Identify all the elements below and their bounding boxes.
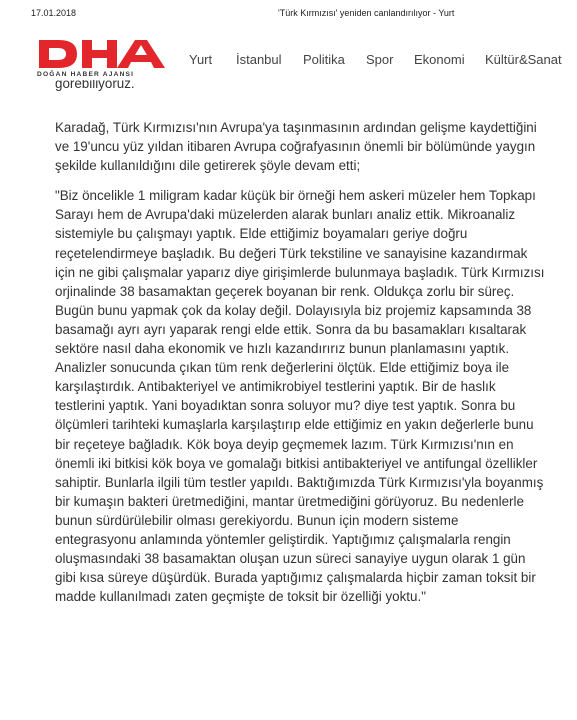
nav-item-ekonomi[interactable]: Ekonomi — [414, 52, 465, 67]
print-page-title: 'Türk Kırmızısı' yeniden canlandırılıyor - Yurt — [278, 8, 455, 18]
article-body — [55, 118, 575, 617]
nav-item-istanbul[interactable]: İstanbul — [236, 52, 282, 67]
nav-item-politika[interactable]: Politika — [303, 52, 345, 67]
article-quote-paragraph: "Biz öncelikle 1 miligram kadar küçük bir örneği hem askeri müzeler hem Topkapı Sarayı hem de Avrupa'daki müzelerden alarak bunları analiz ettik. Mikroanaliz sistemiyle bu çalışmayı yaptık. Elde ettiğimiz boyamaları geriye doğru reçetelendirmeye başladık. Bu değeri Türk tekstiline ve sanayisine kazandırmak için ne gibi çalışmalar yaparız diye girişimlerde bulunmaya başladık. Türk Kırmızısı orjinalinde 38 basamaktan geçerek boyanan bir renk. Oldukça zorlu bir süreç. Bugün bunu yapmak çok da kolay değil. Dolayısıyla biz projemiz kapsamında 38 basamağı ayrı ayrı yaparak rengi elde ettik. Sonra da bu basamakları kısaltarak sektöre nasıl daha ekonomik ve hızlı kazandırırız bunun planlamasını yaptık. Analizler sonucunda çıkan tüm renk değerlerini ölçtük. Elde ettiğimiz boya ile karşılaştırdık. Antibakteriyel ve antimikrobiyel testlerini yaptık. Bir de haslık testlerini yaptık. Yani boyadıktan sonra soluyor mu? diye test yaptık. Sonra bu ölçümleri tarihteki kumaşlarla karşılaştırıp elde ettiğimiz en yakın değerlerle bunu bir reçeteye bağladık. Kök boya deyip geçmemek lazım. Türk Kırmızısı'nın en önemli iki bitkisi kök boya ve gomalağı bitkisi antibakteriyel ve antifungal özellikler sahiptir. Bunlarla ilgili tüm testler yapıldı. Baktığımızda Türk Kırmızısı'yla boyanmış bir kumaşın bakteri üretmediğini, mantar üretmediğini görüyoruz. Bu nedenlerle bunun sürdürülebilir olması gerekiyordu. Bunun için modern sisteme entegrasyonu anlamında yöntemler geliştirdik. Yaptığımız çalışmalarla rengin oluşmasındaki 38 basamaktan oluşan uzun süreci sanayiye uygun olarak 1 gün gibi kısa süreye düşürdük. Burada yaptığımız çalışmalarda hiçbir zaman toksit bir madde kullanılmadı zaten geçmişte de toksit bir özelliği yoktu." — [55, 188, 545, 605]
article-paragraph: Karadağ, Türk Kırmızısı'nın Avrupa'ya taşınmasının ardından gelişme kaydettiğini ve 19'uncu yüz yıldan itibaren Avrupa coğrafyasının önemli bir bölümünde yaygın şekilde kullanıldığını dile getirerek şöyle devam etti; — [55, 120, 537, 174]
dha-logo[interactable] — [37, 39, 167, 78]
partial-line-text: görebiliyoruz. — [55, 80, 135, 91]
nav-item-yurt[interactable]: Yurt — [189, 52, 213, 67]
logo-subtitle: DOĞAN HABER AJANSI — [37, 71, 135, 78]
print-date: 17.01.2018 — [31, 8, 77, 18]
nav-item-spor[interactable]: Spor — [366, 52, 394, 67]
article-partial-line — [55, 80, 135, 92]
nav-item-kultur-sanat[interactable]: Kültür&Sanat — [485, 52, 562, 67]
dha-logo-mark — [37, 39, 167, 69]
